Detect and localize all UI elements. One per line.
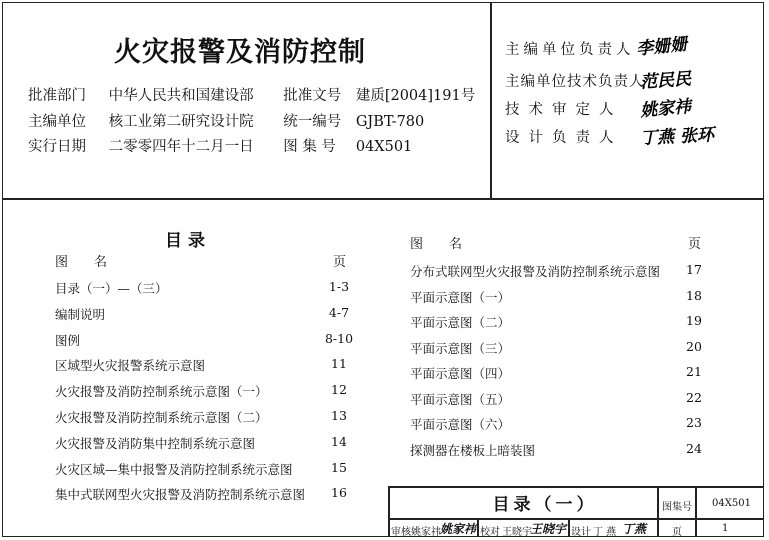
meta-value: 中华人民共和国建设部	[108, 88, 254, 104]
page-label: 页	[672, 527, 682, 538]
toc-row	[55, 485, 399, 507]
toc-row	[55, 460, 399, 482]
signature-designer: 丁燕 张环	[639, 125, 715, 149]
toc-row	[55, 305, 399, 327]
toc-row	[55, 279, 399, 301]
toc-item-name: 分布式联网型火灾报警及消防控制系统示意图	[410, 264, 661, 279]
toc-item-name: 平面示意图（一）	[410, 289, 511, 305]
title-block-atlas-row-line	[657, 486, 764, 488]
toc-item-page: 16	[331, 485, 347, 501]
toc-item-name: 平面示意图（四）	[410, 366, 511, 381]
meta-value: 04X501	[355, 139, 413, 155]
header-vertical-divider	[490, 2, 492, 198]
toc-item-page: 19	[686, 313, 702, 328]
toc-row	[55, 356, 399, 378]
atlas-number-value: 04X501	[712, 498, 751, 509]
toc-item-page: 4-7	[328, 304, 350, 320]
toc-item-name: 平面示意图（六）	[410, 417, 511, 432]
toc-item-name: 图例	[55, 332, 81, 348]
toc-row	[410, 313, 754, 335]
meta-label: 批准文号	[283, 88, 342, 104]
check-signature: 王晓宇	[530, 522, 567, 536]
toc-item-page: 17	[686, 262, 702, 277]
meta-value: 二零零四年十二月一日	[108, 139, 254, 155]
toc-item-name: 火灾报警及消防控制系统示意图（一）	[55, 384, 268, 400]
check-label: 校对	[480, 527, 500, 538]
toc-row	[410, 364, 754, 386]
toc-item-page: 13	[331, 408, 347, 423]
review-signature: 姚家祎	[440, 522, 477, 536]
meta-row-editor	[28, 110, 424, 131]
design-signature: 丁燕	[622, 522, 647, 536]
meta-label: 批准部门	[28, 88, 86, 104]
toc-row	[410, 339, 754, 361]
toc-item-page: 12	[331, 382, 347, 398]
responsible-role: 设计负责人	[505, 130, 623, 146]
meta-label: 主编单位	[28, 114, 86, 130]
signature-reviewer: 姚家祎	[639, 96, 692, 122]
toc-item-page: 11	[331, 356, 347, 372]
toc-item-page: 15	[331, 459, 347, 475]
meta-value: GJBT-780	[355, 114, 425, 130]
header-divider	[2, 198, 764, 200]
signature-chief: 李姗姗	[635, 34, 689, 60]
toc-item-name: 编制说明	[55, 306, 106, 322]
meta-label: 实行日期	[28, 139, 86, 155]
toc-item-page: 14	[331, 433, 347, 449]
toc-item-page: 1-3	[328, 279, 350, 294]
toc-item-name: 火灾报警及消防控制系统示意图（二）	[55, 410, 268, 425]
meta-value: 核工业第二研究设计院	[108, 114, 254, 130]
page-value: 1	[722, 523, 729, 534]
design-label: 设计	[571, 527, 591, 538]
toc-item-page: 20	[686, 338, 702, 354]
toc-row	[410, 390, 754, 412]
toc-item-name: 火灾报警及消防集中控制系统示意图	[55, 435, 256, 451]
sheet-title: 目录（一）	[492, 495, 598, 515]
responsible-role: 主编单位负责人	[505, 42, 635, 58]
toc-item-name: 火灾区域—集中报警及消防控制系统示意图	[55, 461, 293, 477]
check-name: 王晓宇	[502, 527, 532, 538]
meta-row-date	[28, 135, 412, 156]
meta-label: 统一编号	[283, 114, 342, 130]
tb-divider	[477, 518, 479, 537]
toc-row	[410, 288, 754, 310]
title-block-atlas-value-line	[695, 486, 697, 537]
toc-item-name: 集中式联网型火灾报警及消防控制系统示意图	[55, 487, 306, 503]
toc-right-col-name: 图 名	[410, 237, 463, 252]
toc-item-name: 平面示意图（二）	[410, 315, 511, 330]
toc-row	[55, 434, 399, 456]
meta-label: 图 集 号	[283, 139, 336, 155]
toc-item-page: 8-10	[324, 330, 354, 346]
toc-item-page: 18	[686, 287, 702, 303]
responsible-role: 主编单位技术负责人	[505, 74, 645, 90]
responsible-role: 技术审定人	[505, 102, 623, 118]
toc-item-name: 目录（一）—（三）	[55, 281, 168, 296]
signature-tech-chief: 范民民	[639, 69, 692, 93]
design-name: 丁 燕	[593, 527, 617, 538]
toc-title: 目录	[165, 231, 211, 251]
toc-row	[410, 441, 754, 463]
atlas-number-label: 图集号	[662, 502, 692, 513]
toc-item-page: 24	[686, 440, 702, 456]
review-label: 审核	[391, 527, 411, 538]
review-name: 姚家祎	[411, 527, 441, 538]
meta-row-approval	[28, 84, 475, 105]
atlas-title: 火灾报警及消防控制	[114, 37, 366, 68]
toc-item-page: 23	[686, 415, 702, 430]
tb-divider	[568, 518, 570, 537]
meta-value: 建质[2004]191号	[355, 88, 476, 104]
toc-item-name: 区域型火灾报警系统示意图	[55, 358, 206, 374]
toc-right-col-page: 页	[688, 237, 702, 252]
toc-row	[55, 331, 399, 353]
toc-item-name: 探测器在楼板上暗装图	[410, 442, 536, 458]
toc-row	[55, 382, 399, 404]
toc-row	[55, 408, 399, 430]
toc-row	[410, 415, 754, 437]
toc-item-page: 22	[686, 389, 702, 405]
toc-item-page: 21	[686, 364, 702, 379]
toc-item-name: 平面示意图（三）	[410, 340, 511, 356]
toc-left-col-name: 图 名	[55, 255, 108, 270]
title-block-atlas-line	[657, 486, 659, 537]
toc-item-name: 平面示意图（五）	[410, 391, 511, 407]
toc-row	[410, 262, 754, 284]
toc-left-col-page: 页	[333, 255, 347, 270]
